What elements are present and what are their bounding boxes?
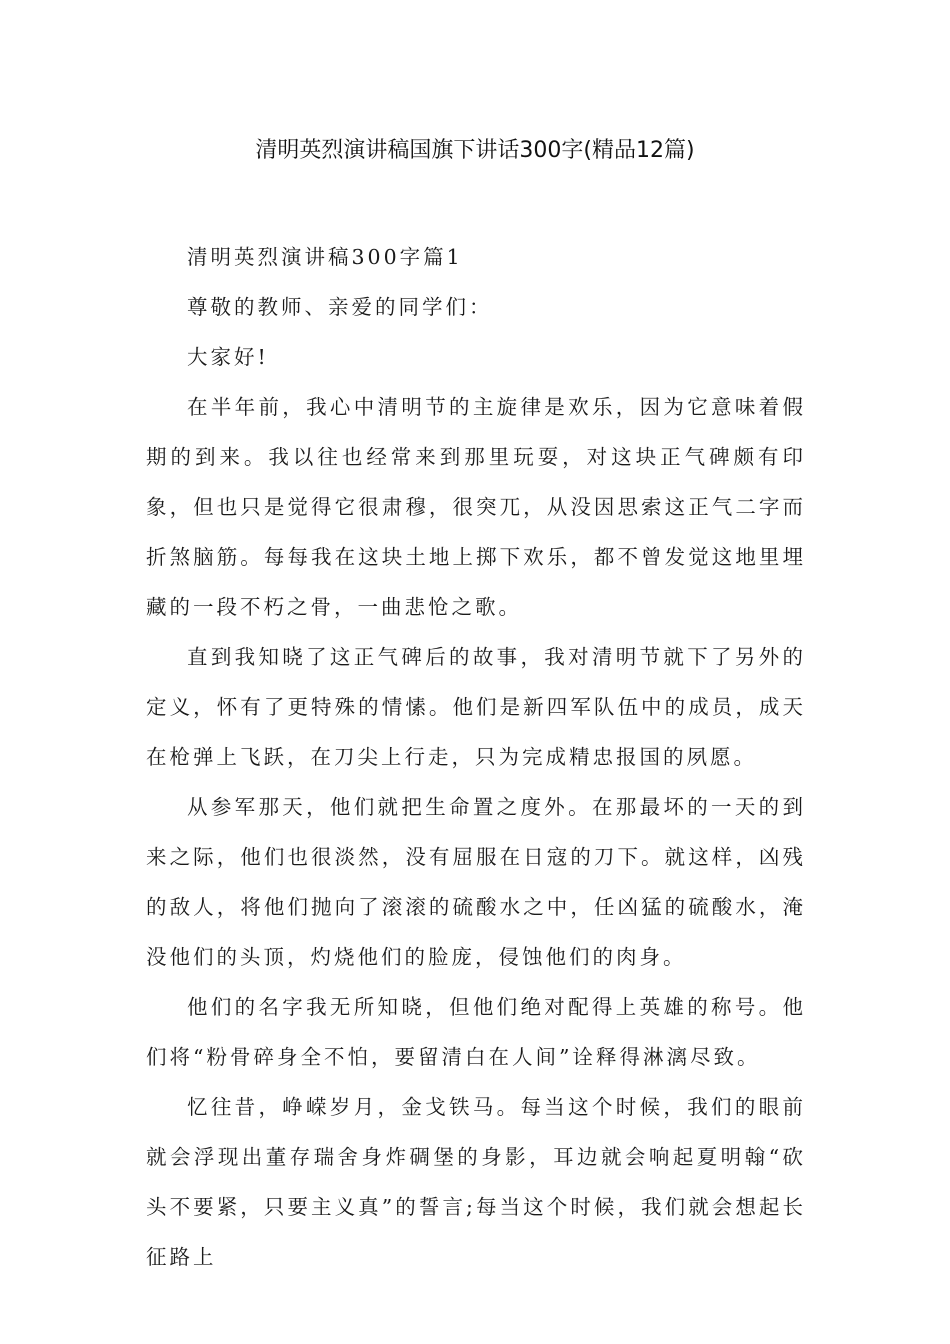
paragraph: 忆往昔，峥嵘岁月，金戈铁马。每当这个时候，我们的眼前就会浮现出董存瑞舍身炸碉堡的身影，耳边就会响起夏明翰“砍头不要紧，只要主义真”的誓言;每当这个时候，我们就会想起长征路上 [146, 1095, 806, 1269]
paragraph: 直到我知晓了这正气碑后的故事，我对清明节就下了另外的定义，怀有了更特殊的情愫。他们是新四军队伍中的成员，成天在枪弹上飞跃，在刀尖上行走，只为完成精忠报国的夙愿。 [146, 645, 806, 769]
greeting: 大家好! [187, 345, 269, 369]
salutation: 尊敬的教师、亲爱的同学们： [187, 295, 493, 319]
document-title: 清明英烈演讲稿国旗下讲话300字(精品12篇) [255, 138, 695, 163]
section-heading: 清明英烈演讲稿300字篇1 [187, 245, 463, 269]
document-body [146, 232, 806, 1282]
paragraph: 他们的名字我无所知晓，但他们绝对配得上英雄的称号。他们将“粉骨碎身全不怕，要留清白在人间”诠释得淋漓尽致。 [146, 995, 806, 1069]
paragraph: 在半年前，我心中清明节的主旋律是欢乐，因为它意味着假期的到来。我以往也经常来到那里玩耍，对这块正气碑颇有印象，但也只是觉得它很肃穆，很突兀，从没因思索这正气二字而折煞脑筋。每每我在这块土地上掷下欢乐，都不曾发觉这地里埋藏的一段不朽之骨，一曲悲怆之歌。 [146, 395, 806, 619]
paragraph: 从参军那天，他们就把生命置之度外。在那最坏的一天的到来之际，他们也很淡然，没有屈服在日寇的刀下。就这样，凶残的敌人，将他们抛向了滚滚的硫酸水之中，任凶猛的硫酸水，淹没他们的头顶，灼烧他们的脸庞，侵蚀他们的肉身。 [146, 795, 806, 969]
